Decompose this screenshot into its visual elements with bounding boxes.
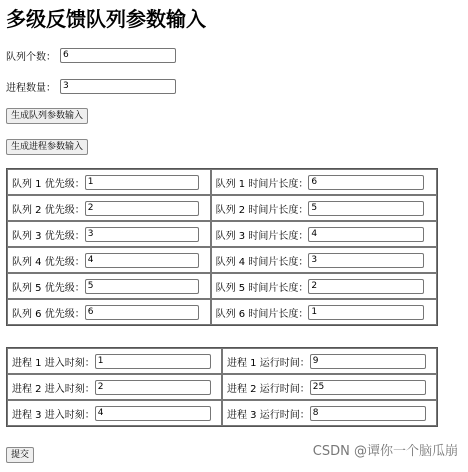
queue-time-slice-input[interactable] — [308, 279, 424, 294]
process-params-table — [6, 347, 438, 427]
table-row — [7, 195, 437, 221]
table-cell — [7, 348, 222, 374]
process-run-time-input[interactable] — [310, 354, 426, 369]
process-arrival-label: 进程 1 进入时刻： — [12, 357, 95, 369]
table-row — [7, 299, 437, 325]
queue-priority-input[interactable] — [85, 279, 199, 294]
queue-priority-label: 队列 3 优先级： — [12, 230, 85, 242]
queue-time-slice-input[interactable] — [308, 227, 424, 242]
watermark: CSDN @谭你一个脑瓜崩 — [312, 444, 458, 459]
queue-time-slice-label: 队列 2 时间片长度： — [215, 204, 309, 216]
process-run-time-label: 进程 1 运行时间： — [227, 357, 310, 369]
queue-time-slice-input[interactable] — [308, 201, 424, 216]
queue-priority-input[interactable] — [85, 227, 199, 242]
table-row — [7, 247, 437, 273]
table-cell — [7, 195, 211, 221]
table-cell — [211, 195, 437, 221]
table-row — [7, 221, 437, 247]
queue-priority-label: 队列 5 优先级： — [12, 282, 85, 294]
queue-priority-input[interactable] — [85, 305, 199, 320]
process-count-row — [6, 78, 176, 94]
queue-priority-input[interactable] — [85, 201, 199, 216]
page-title: 多级反馈队列参数输入 — [6, 7, 206, 31]
process-run-time-label: 进程 3 运行时间： — [227, 409, 310, 421]
table-cell — [7, 374, 222, 400]
table-row — [7, 273, 437, 299]
queue-count-input[interactable] — [60, 48, 176, 63]
table-row — [7, 374, 437, 400]
table-cell — [222, 400, 437, 426]
queue-params-table — [6, 168, 438, 326]
queue-count-row — [6, 47, 176, 63]
queue-time-slice-label: 队列 4 时间片长度： — [215, 256, 309, 268]
queue-time-slice-label: 队列 3 时间片长度： — [215, 230, 309, 242]
process-run-time-label: 进程 2 运行时间： — [227, 383, 310, 395]
queue-time-slice-input[interactable] — [308, 253, 424, 268]
queue-priority-label: 队列 6 优先级： — [12, 308, 85, 320]
table-cell — [7, 299, 211, 325]
process-run-time-input[interactable] — [310, 406, 426, 421]
process-count-input[interactable] — [60, 79, 176, 94]
queue-count-label: 队列个数： — [6, 51, 56, 63]
table-cell — [211, 169, 437, 195]
table-cell — [7, 169, 211, 195]
process-arrival-label: 进程 3 进入时刻： — [12, 409, 95, 421]
process-arrival-label: 进程 2 进入时刻： — [12, 383, 95, 395]
table-cell — [211, 247, 437, 273]
queue-priority-input[interactable] — [85, 175, 199, 190]
generate-queue-params-button[interactable]: 生成队列参数输入 — [6, 108, 88, 124]
table-cell — [7, 221, 211, 247]
process-arrival-input[interactable] — [95, 406, 211, 421]
table-cell — [222, 348, 437, 374]
table-cell — [7, 273, 211, 299]
table-cell — [7, 247, 211, 273]
queue-priority-label: 队列 2 优先级： — [12, 204, 85, 216]
queue-time-slice-input[interactable] — [308, 175, 424, 190]
queue-priority-input[interactable] — [85, 253, 199, 268]
queue-time-slice-label: 队列 6 时间片长度： — [215, 308, 309, 320]
queue-priority-label: 队列 1 优先级： — [12, 178, 85, 190]
queue-priority-label: 队列 4 优先级： — [12, 256, 85, 268]
table-cell — [7, 400, 222, 426]
queue-time-slice-input[interactable] — [308, 305, 424, 320]
table-row — [7, 169, 437, 195]
process-count-label: 进程数量： — [6, 82, 56, 94]
table-cell — [211, 221, 437, 247]
table-cell — [211, 299, 437, 325]
process-arrival-input[interactable] — [95, 354, 211, 369]
submit-button[interactable]: 提交 — [6, 447, 34, 463]
generate-process-params-button[interactable]: 生成进程参数输入 — [6, 139, 88, 155]
process-run-time-input[interactable] — [310, 380, 426, 395]
table-row — [7, 348, 437, 374]
process-arrival-input[interactable] — [95, 380, 211, 395]
queue-time-slice-label: 队列 1 时间片长度： — [215, 178, 309, 190]
table-row — [7, 400, 437, 426]
table-cell — [222, 374, 437, 400]
queue-time-slice-label: 队列 5 时间片长度： — [215, 282, 309, 294]
table-cell — [211, 273, 437, 299]
